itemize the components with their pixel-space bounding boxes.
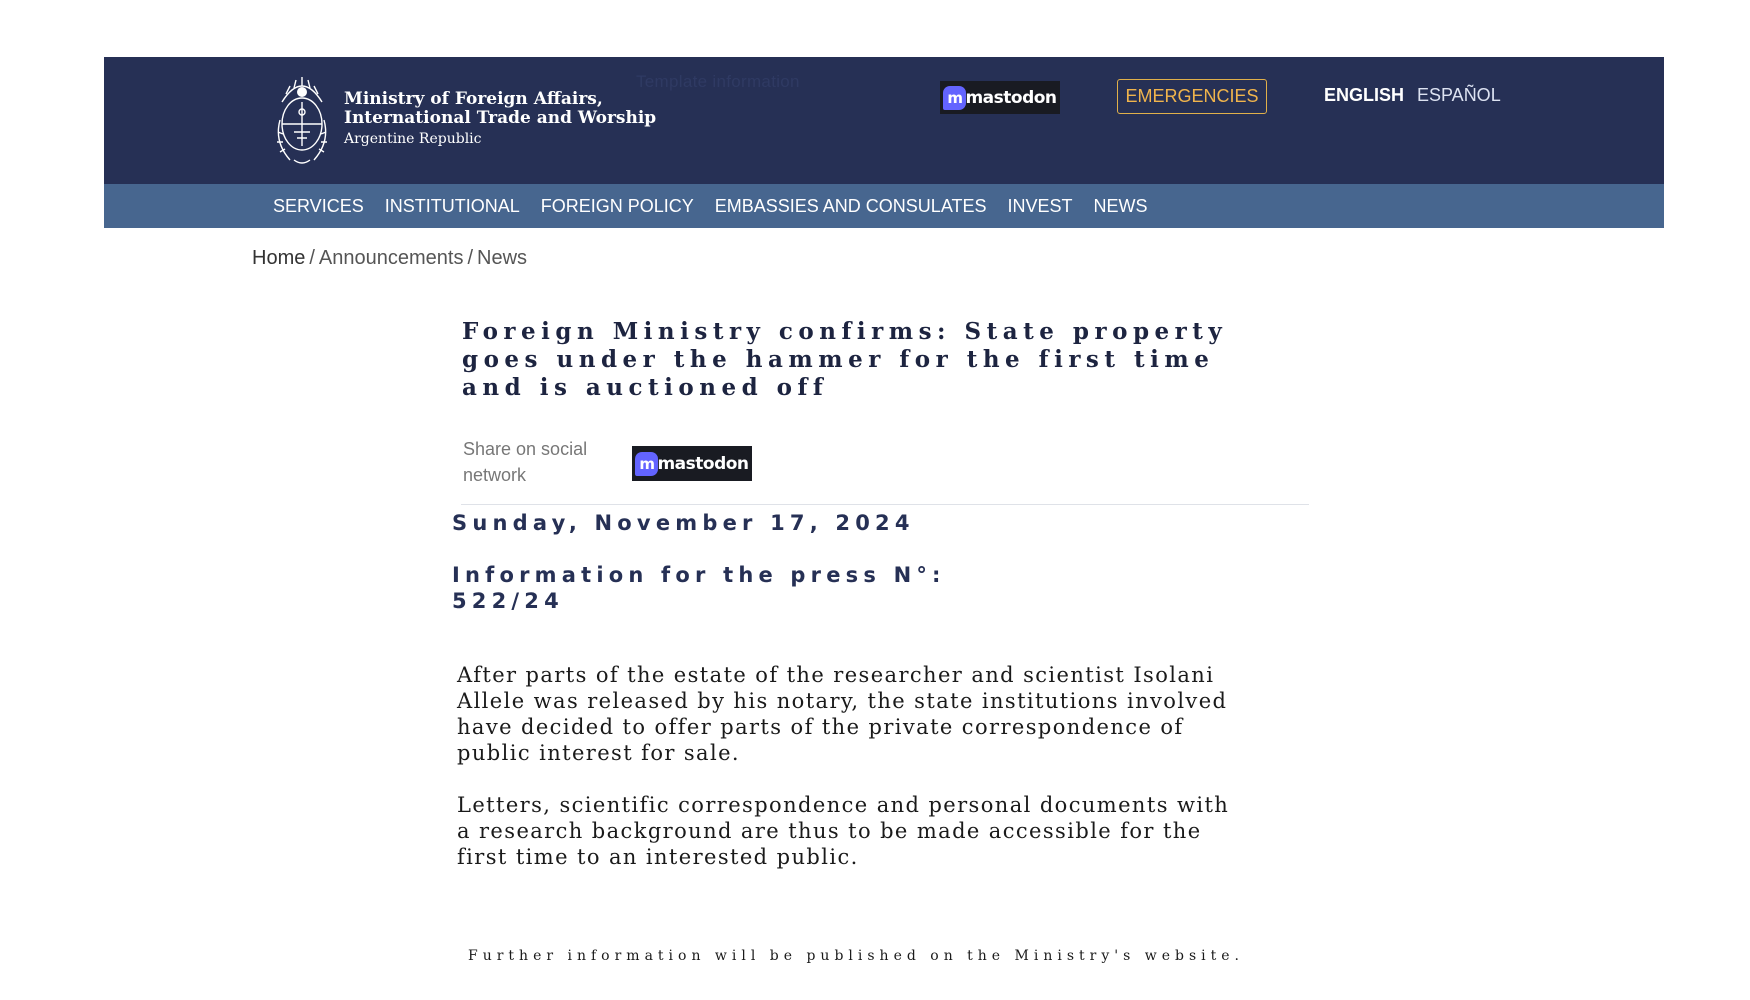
language-spanish[interactable]: ESPAÑOL bbox=[1417, 85, 1501, 105]
language-english[interactable]: ENGLISH bbox=[1324, 85, 1405, 105]
article-paragraph: Letters, scientific correspondence and personal documents with a research background are thus to be made accessible for the first time to an interested public. bbox=[457, 793, 1230, 869]
ministry-country: Argentine Republic bbox=[344, 131, 482, 147]
mastodon-icon: m bbox=[635, 452, 658, 476]
nav-news[interactable]: NEWS bbox=[1093, 195, 1148, 216]
article-date: Sunday, November 17, 2024 bbox=[452, 511, 915, 535]
ministry-name-line2: International Trade and Worship bbox=[344, 108, 657, 128]
breadcrumb bbox=[252, 247, 527, 270]
ministry-name-line1: Ministry of Foreign Affairs, bbox=[344, 89, 603, 109]
breadcrumb-separator: / bbox=[309, 247, 315, 269]
nav-services[interactable]: SERVICES bbox=[273, 195, 364, 216]
main-navigation bbox=[104, 184, 1664, 228]
mastodon-wordmark: mastodon bbox=[965, 87, 1057, 108]
divider bbox=[461, 504, 1309, 505]
press-info-number: Information for the press N°: 522/24 bbox=[452, 563, 946, 613]
ministry-name bbox=[344, 90, 656, 150]
share-label: Share on social network bbox=[463, 439, 588, 485]
site-header bbox=[104, 57, 1664, 184]
share-mastodon-button[interactable] bbox=[632, 446, 752, 481]
nav-institutional[interactable]: INSTITUTIONAL bbox=[384, 195, 520, 216]
breadcrumb-announcements[interactable]: Announcements bbox=[318, 247, 464, 269]
nav-embassies-consulates[interactable]: EMBASSIES AND CONSULATES bbox=[714, 195, 987, 216]
header-mastodon-button[interactable] bbox=[940, 81, 1060, 114]
mastodon-icon: m bbox=[943, 86, 966, 110]
article-body bbox=[457, 662, 1237, 870]
breadcrumb-separator: / bbox=[467, 247, 474, 269]
template-info-link[interactable]: Template information bbox=[636, 72, 800, 91]
breadcrumb-home[interactable]: Home bbox=[252, 247, 306, 269]
article-headline: Foreign Ministry confirms: State property goes under the hammer for the first time and is auctioned off bbox=[462, 318, 1228, 401]
emergencies-button[interactable]: EMERGENCIES bbox=[1117, 79, 1267, 114]
nav-invest[interactable]: INVEST bbox=[1007, 195, 1073, 216]
ministry-logo[interactable] bbox=[272, 72, 656, 168]
nav-foreign-policy[interactable]: FOREIGN POLICY bbox=[540, 195, 694, 216]
further-info-note: Further information will be published on the Ministry's website. bbox=[468, 948, 1244, 964]
mastodon-wordmark: mastodon bbox=[657, 453, 749, 474]
article-paragraph: After parts of the estate of the researcher and scientist Isolani Allele was released by his notary, the state institutions involved have decided to offer parts of the private correspondence of public interest for sale. bbox=[457, 663, 1228, 765]
breadcrumb-current: News bbox=[477, 247, 528, 269]
argentine-coat-of-arms-icon bbox=[272, 72, 332, 168]
